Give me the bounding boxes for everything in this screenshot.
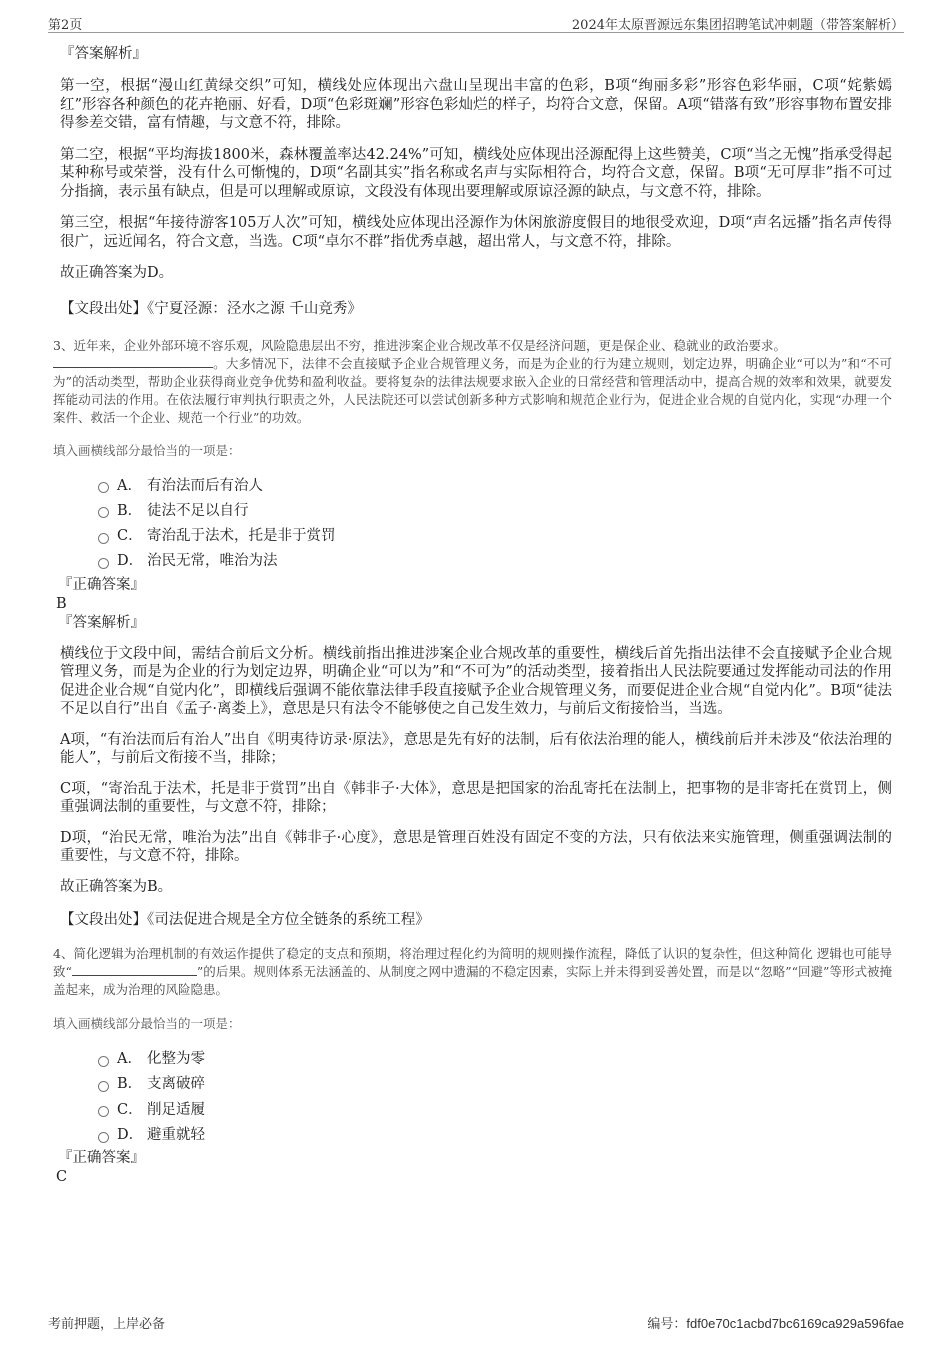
q3-option-c[interactable]: C． 寄治乱于法术，托是非于赏罚 (98, 524, 892, 549)
q4-prompt: 填入画横线部分最恰当的一项是： (53, 1016, 241, 1032)
q4-blank (72, 963, 197, 976)
radio-icon[interactable] (98, 1132, 109, 1143)
q2-analysis-para-3: 第三空，根据“年接待游客105万人次”可知，横线处应体现出泾源作为休闲旅游度假目的地很受欢迎，D项“声名远播”指名声传得很广，远近闻名，符合文意，当选。C项“卓尔不群”指优秀卓越，超出常人，与文意不符，排除。 (60, 215, 892, 250)
q3-analysis-label: 『答案解析』 (58, 614, 145, 631)
q2-source: 【文段出处】《宁夏泾源：泾水之源 千山竞秀》 (60, 300, 362, 317)
q4-option-c[interactable]: C． 削足适履 (98, 1098, 892, 1123)
footer-slogan: 考前押题，上岸必备 (48, 1317, 166, 1332)
q4-option-b[interactable]: B． 支离破碎 (98, 1072, 892, 1097)
q4-option-d[interactable]: D． 避重就轻 (98, 1123, 892, 1148)
q4-options (98, 1047, 892, 1148)
q3-source: 【文段出处】《司法促进合规是全方位全链条的系统工程》 (60, 912, 430, 929)
q2-analysis-para-1: 第一空，根据“漫山红黄绿交织”可知，横线处应体现出六盘山呈现出丰富的色彩，B项“绚丽多彩”形容色彩华丽，C项“姹紫嫣红”形容各种颜色的花卉艳丽、好看，D项“色彩斑斓”形容色彩灿烂的样子，均符合文意，保留。A项“错落有致”形容事物布置安排得参差交错，富有情趣，与文意不符，排除。 (60, 78, 892, 131)
q3-correct-label: 『正确答案』 (58, 576, 145, 593)
radio-icon[interactable] (98, 1056, 109, 1067)
q2-analysis-para-2: 第二空，根据“平均海拔1800米，森林覆盖率达42.24%”可知，横线处应体现出泾源配得上这些赞美，C项“当之无愧”指承受得起某种称号或荣誉，没有什么可惭愧的，D项“名副其实”指名称或名声与实际相符合，均符合文意，保留。B项“无可厚非”指不可过分指摘，表示虽有缺点，但是可以理解或原谅，文段没有体现出要理解或原谅泾源的缺点，与文意不符，排除。 (60, 146, 892, 200)
q2-conclusion: 故正确答案为D。 (60, 265, 174, 281)
q3-stem: 3、近年来，企业外部环境不容乐观，风险隐患层出不穷，推进涉案企业合规改革不仅是经济问题，更是保企业、稳就业的政治要求。 。大多情况下，法律不会直接赋予企业合规管理义务，而是为企业的行为建立规则，划定边界，明确企业“可以为”和“不可为”的活动类型，帮助企业获得商业竞争优势和盈利收益。要将复杂的法律法规要求嵌入企业的日常经营和管理活动中，提高合规的效率和效果，就要发挥能动司法的作用。在依法履行审判执行职责之外，人民法院还可以尝试创新多种方式影响和规范企业行为，促进企业合规的自觉内化，实现“办理一个案件、救活一个企业、规范一个行业”的功效。 (53, 337, 892, 425)
q4-option-a[interactable]: A． 化整为零 (98, 1047, 892, 1072)
q3-conclusion: 故正确答案为B。 (60, 878, 173, 895)
q4-correct-answer: C (56, 1169, 68, 1186)
q3-analysis-para-3: C项，“寄治乱于法术，托是非于赏罚”出自《韩非子·大体》，意思是把国家的治乱寄托在法制上，把事物的是非寄托在赏罚上，侧重强调法制的重要性，与文意不符，排除； (60, 780, 892, 816)
page-footer (48, 1313, 904, 1333)
document-id: 编号：fdf0e70c1acbd7bc6169ca929a596fae (647, 1316, 904, 1331)
q4-stem: 4、简化逻辑为治理机制的有效运作提供了稳定的支点和预期，将治理过程化约为简明的规则操作流程，降低了认识的复杂性，但这种简化 逻辑也可能导致“ ”的后果。规则体系无法涵盖的、从制度之网中遗漏的不稳定因素，实际上并未得到妥善处置，而是以“忽略”“回避”等形式被掩盖起来，成为治理的风险隐患。 (53, 946, 892, 998)
q3-option-d[interactable]: D． 治民无常，唯治为法 (98, 549, 892, 574)
q3-options (98, 474, 892, 575)
q3-option-b[interactable]: B． 徒法不足以自行 (98, 499, 892, 524)
q4-correct-label: 『正确答案』 (58, 1150, 145, 1167)
q3-prompt: 填入画横线部分最恰当的一项是： (53, 442, 241, 458)
document-body (52, 44, 892, 1187)
q3-correct-answer: B (56, 595, 67, 612)
q3-option-a[interactable]: A． 有治法而后有治人 (98, 474, 892, 499)
page-header (48, 12, 904, 33)
page-number: 第2页 (48, 18, 83, 33)
q3-analysis-para-2: A项，“有治法而后有治人”出自《明夷待访录·原法》，意思是先有好的法制，后有依法治理的能人，横线前后并未涉及“依法治理的能人”，与前后文衔接不当，排除； (60, 731, 892, 767)
q3-analysis-para-1: 横线位于文段中间，需结合前后文分析。横线前指出推进涉案企业合规改革的重要性，横线后首先指出法律不会直接赋予企业合规管理义务，而是为企业的行为划定边界，明确企业“可以为”和“不可为”的活动类型，接着指出人民法院要通过发挥能动司法的作用促进企业合规“自觉内化”，即横线后强调不能依靠法律手段直接赋予企业合规管理义务，而要促进企业合规“自觉内化”。B项“徒法不足以自行”出自《孟子·离娄上》，意思是只有法令不能够使之自己发生效力，与前后文衔接恰当，当选。 (60, 645, 892, 718)
q3-blank (53, 355, 213, 368)
q3-analysis-para-4: D项，“治民无常，唯治为法”出自《韩非子·心度》，意思是管理百姓没有固定不变的方法，只有依法来实施管理，侧重强调法制的重要性，与文意不符，排除。 (60, 829, 892, 865)
radio-icon[interactable] (98, 1106, 109, 1117)
q2-analysis-label: 『答案解析』 (60, 46, 147, 62)
radio-icon[interactable] (98, 482, 109, 493)
radio-icon[interactable] (98, 533, 109, 544)
document-title: 2024年太原晋源远东集团招聘笔试冲刺题（带答案解析） (571, 18, 904, 33)
radio-icon[interactable] (98, 1081, 109, 1092)
radio-icon[interactable] (98, 558, 109, 569)
radio-icon[interactable] (98, 507, 109, 518)
